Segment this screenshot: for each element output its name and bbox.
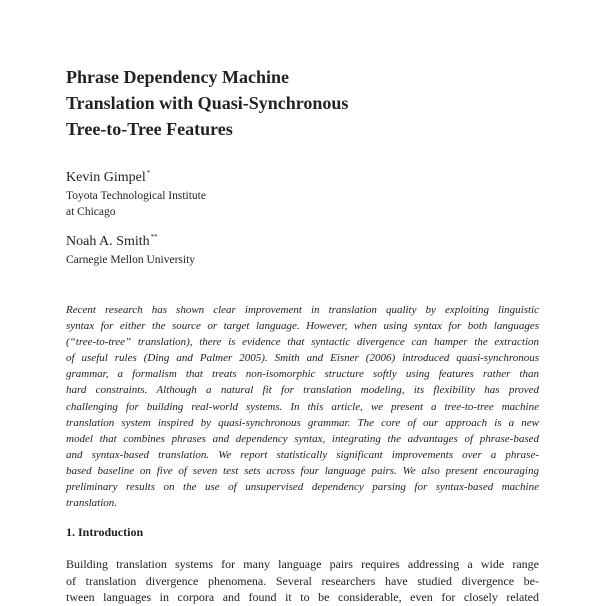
title-line: Translation with Quasi-Synchronous xyxy=(66,93,349,113)
author-name-text: Noah A. Smith xyxy=(66,234,150,249)
author-name-text: Kevin Gimpel xyxy=(66,170,146,185)
title-line: Tree-to-Tree Features xyxy=(66,119,233,139)
abstract-line: based baseline on five of seven test sets across four language pairs. We also present encouraging xyxy=(66,464,539,477)
abstract-line: challenging for building real-world systems. In this article, we present a tree-to-tree machine xyxy=(66,400,539,413)
abstract-line: hard constraints. Although a natural fit for translation modeling, its flexibility has proved xyxy=(66,384,539,397)
abstract-line: and syntax-based translation. We report statistically significant improvements over a phrase- xyxy=(66,448,539,461)
abstract-line: preliminary results on the use of unsupervised dependency parsing for syntax-based machine xyxy=(66,481,539,494)
affiliation-line: Toyota Technological Institute xyxy=(66,190,206,202)
abstract-line: syntax for either the source or target language. However, when using syntax for both languages xyxy=(66,320,539,333)
affiliation-line: at Chicago xyxy=(66,206,116,218)
abstract-line: translation. xyxy=(66,497,118,510)
section-heading: 1. Introduction xyxy=(66,525,144,539)
author-affiliation xyxy=(66,188,206,220)
author-footnote-mark: ** xyxy=(150,233,158,241)
affiliation-line: Carnegie Mellon University xyxy=(66,254,196,266)
body-line: tween languages in corpora and found it to be considerable, even for closely related xyxy=(66,590,539,605)
body-line: Building translation systems for many language pairs requires addressing a wide range xyxy=(66,557,539,571)
author-affiliation xyxy=(66,252,195,268)
body-line: of translation divergence phenomena. Several researchers have studied divergence be- xyxy=(66,573,539,588)
title-line: Phrase Dependency Machine xyxy=(66,67,289,87)
paper-title xyxy=(66,64,486,142)
author-name xyxy=(66,234,158,250)
abstract-line: of useful rules (Ding and Palmer 2005). Smith and Eisner (2006) introduced quasi-synchronous xyxy=(66,352,539,365)
abstract-line: (“tree-to-tree” translation), there is evidence that syntactic divergence can hamper the extraction xyxy=(66,336,539,349)
abstract-line: grammar, a formalism that treats non-isomorphic structure softly using features rather than xyxy=(66,368,539,381)
abstract-line: translation system inspired by quasi-synchronous grammar. The core of our approach is a new xyxy=(66,416,539,429)
abstract-line: model that combines phrases and dependency syntax, integrating the advantages of phrase-based xyxy=(66,432,539,445)
abstract-line: Recent research has shown clear improvement in translation quality by exploiting linguistic xyxy=(66,304,539,316)
author-name xyxy=(66,170,150,186)
abstract xyxy=(66,302,539,511)
author-footnote-mark: * xyxy=(146,169,151,177)
section-body xyxy=(66,556,539,606)
